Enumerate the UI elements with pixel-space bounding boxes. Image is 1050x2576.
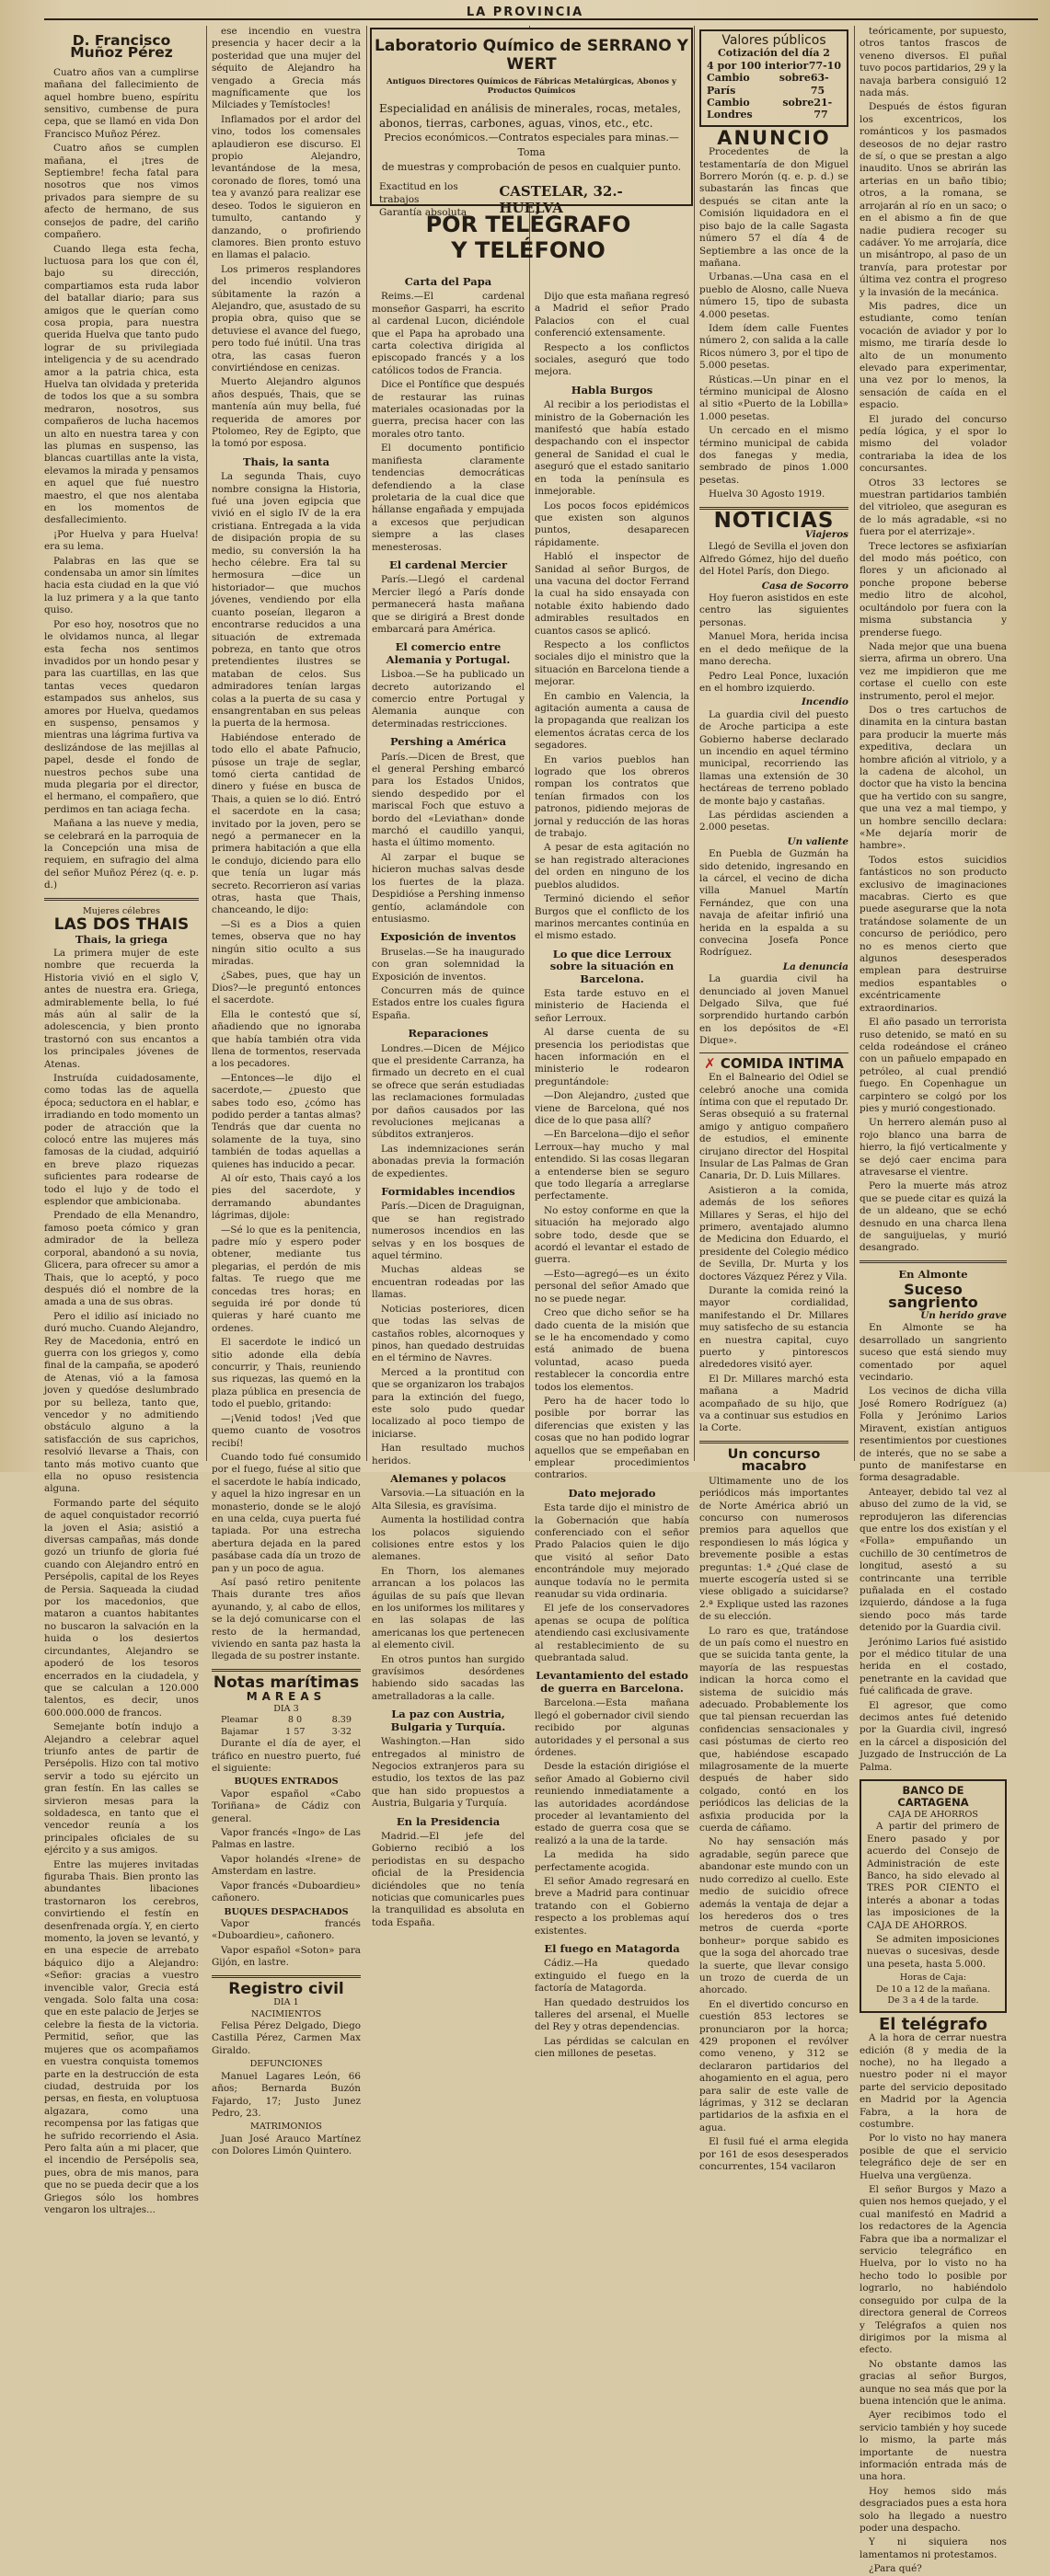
paragraph: El Dr. Millares marchó esta mañana a Madrid acompañado de su hijo, que va a continuar sus estudios en la Corte. xyxy=(699,1373,848,1434)
list-heading: BUQUES ENTRADOS xyxy=(234,1777,339,1788)
paragraph: Vapor español «Soton» para Gijón, en lastre. xyxy=(212,1944,361,1969)
news-subhead: Incendio xyxy=(801,696,848,708)
stock-values-box: Valores públicos Cotización del día 2 4 por 100 interior 77-10 Cambio sobre París 63-75 Cambio sobre Londres 21-77 xyxy=(699,29,848,127)
paragraph: Terminó diciendo el señor Burgos que el conflicto de los marinos mercantes continúa en el mismo estado. xyxy=(535,893,689,942)
paragraph: Mis padres, dice un estudiante, como tenían vocación de aviador y por lo mismo, me tiraría desde lo alto de un monumento elevado para experimentar, una vez por lo menos, la sensación de caída en el espacio. xyxy=(860,300,1007,411)
paragraph: Rústicas.—Un pinar en el término municipal de Alosno al sitio «Puerto de la Lobilla» 1.000 pesetas. xyxy=(699,374,848,422)
paragraph: Jerónimo Larios fué asistido por el médico titular de una herida en el costado, penetrante en la cavidad que fué calificada de grave. xyxy=(860,1636,1007,1697)
article-title: El telégrafo xyxy=(878,2014,988,2034)
paragraph: —Sé lo que es la penitencia, padre mío y espero poder obtener, mediante tus plegarias, el perdón de mis faltas. Te ruego que me concedas tres horas; en seguida iré por donde tú quieras y haré cuanto me ordenes. xyxy=(212,1224,361,1334)
paragraph: Los pocos focos epidémicos que existen son algunos puntos, desaparecen rápidamente. xyxy=(535,500,689,548)
paragraph: Pedro Leal Ponce, luxación en el hombro izquierdo. xyxy=(699,670,848,694)
paragraph: Felisa Pérez Delgado, Diego Castilla Pérez, Carmen Max Giraldo. xyxy=(212,2020,361,2056)
paragraph: —Esto—agregó—es un éxito personal del señor Amado que no se puede negar. xyxy=(535,1268,689,1305)
article-heading: Pershing a América xyxy=(389,735,507,749)
section-title: NOTICIAS xyxy=(713,508,835,533)
paragraph: Cuatro años se cumplen mañana, el ¡tres de Septiembre! fecha fatal para nosotros que nos vimos privados para siempre de su afecto de hermano, de sus consejos de padre, del cariño compañero. xyxy=(44,143,199,241)
paragraph: Dice el Pontífice que después de restaurar las ruinas materiales ocasionadas por la guerra, precisa hacer con las morales otro tanto. xyxy=(372,379,525,440)
paragraph: No estoy conforme en que la situación ha mejorado algo sobre todo, desde que se acordó el levantar el estado de guerra. xyxy=(535,1204,689,1266)
section-title: Notas marítimas xyxy=(213,1673,360,1692)
divider xyxy=(699,1052,848,1053)
paragraph: Vapor francés «Ingo» de Las Palmas en lastre. xyxy=(212,1827,361,1851)
paragraph: La guardia civil ha denunciado al joven Manuel Delgado Silva, que fué sorprendido hurtando carbón en los depósitos de «El Dique». xyxy=(699,973,848,1047)
paragraph: teóricamente, por supuesto, otros tantos frascos de veneno diversos. El puñal tuvo pocos partidarios, 29 y la navaja barbera consiguió 12 nada más. xyxy=(860,26,1007,99)
box-title: Valores públicos xyxy=(721,33,826,48)
paragraph: Cuando llega esta fecha, luctuosa para los que con él, bajo su dirección, compartiamos esta ruda labor del batallar diario; para sus amigos que le querían como cosa propia, para nuestra querida Huelva que tanto pudo lograr de su privilegiada inteligencia y de su acendrado amor a la patria chica, esta Huelva tan olvidada y preterida de todos los que a su sombra medraron, nosotros, sus compañeros de lucha hacemos un alto en nuestra tarea y con las plumas en suspenso, las blancas cuartillas ante la vista, elevamos la mirada y pensamos en aquel que fué nuestro maestro, el que nos alentaba en los momentos de desfallecimiento. xyxy=(44,243,199,526)
paragraph: Inflamados por el ardor del vino, todos los comensales aplaudieron ese discurso. El propio Alejandro, levantándose de la mesa, coronado de flores, tomó una tea y avanzó para realizar ese deseo. Todos le siguieron en tumulto, cantando y danzando, o profiriendo clamores. Bien pronto estuvo en llamas el palacio. xyxy=(212,113,361,261)
paragraph: A la hora de cerrar nuestra edición (8 y media de la noche), no ha llegado a nuestro poder ni el mayor parte del servicio depositado en Madrid por la Agencia Fabra, a la hora de costumbre. xyxy=(860,2032,1007,2130)
paragraph: Los vecinos de dicha villa José Romero Rodríguez (a) Folla y Jerónimo Larios Miravent, existían antiguos resentimientos por cuestiones de interés, que no se sabe a punto de manifestarse en forma desagradable. xyxy=(860,1386,1007,1484)
article-heading: Alemanes y polacos xyxy=(390,1471,506,1485)
tides-title: MAREAS xyxy=(246,1690,327,1704)
list-heading: MATRIMONIOS xyxy=(250,2122,322,2133)
paragraph: Ella le contestó que sí, añadiendo que no ignoraba que había también otra vida llena de tormentos, reservada a los pecadores. xyxy=(212,1008,361,1070)
paragraph: Un herrero alemán puso al rojo blanco una barra de hierro, la fijó verticalmente y se dejó caer encima para atravesarse el vientre. xyxy=(860,1117,1007,1178)
paragraph: Pero el idilio así iniciado no duró mucho. Cuando Alejandro, Rey de Macedonia, entró en guerra con los griegos y, como final de la campaña, se apoderó de Atenas, vió a la famosa joven y quedóse deslumbrado por su belleza, tanto que, vencedor y no admitiendo obstáculo alguno a la satisfacción de sus caprichos, resolvió llevarse a Thais, con tanto más motivo cuanto que ella no opuso resistencia alguna. xyxy=(44,1310,199,1495)
paragraph: Esta tarde estuvo en el ministerio de Hacienda el señor Lerroux. xyxy=(535,987,689,1024)
paragraph: Por eso hoy, nosotros que no le olvidamos nunca, al llegar esta fecha nos sentimos invadidos por un hondo pesar y para las cuartillas, en las que tantas veces quedaron estampados sus anhelos, sus amores por Huelva, quedamos en suspenso, pensamos y mientras una lágrima furtiva va deslizándose de las mejillas al papel, desde el fondo de nuestros pechos sube una muda plegaria por el director, el hermano, el compañero, que perdimos en tan aciaga fecha. xyxy=(44,618,199,815)
article-title: ✗ COMIDA INTIMA xyxy=(704,1054,844,1072)
paragraph: Manuel Mora, herida incisa en el dedo meñique de la mano derecha. xyxy=(699,631,848,668)
paragraph: Washington.—Han sido entregados al ministro de Negocios extranjeros para su estudio, los textos de las paz que han sido propuestos a Austria, Bulgaria y Turquía. xyxy=(372,1736,525,1810)
paragraph: Procedentes de la testamentaría de don Miguel Borrero Morón (q. e. p. d.) se subastarán las fincas que después se citan ante la Comisión liquidadora en el piso bajo de la calle Sagasta número 57 el día 4 de Septiembre a las once de la mañana. xyxy=(699,146,848,269)
paragraph: Respecto a los conflictos sociales dijo el ministro que la situación en Barcelona tiende a mejorar. xyxy=(535,638,689,688)
article-heading: Dato mejorado xyxy=(568,1486,656,1500)
article-heading: Exposición de inventos xyxy=(380,930,516,944)
paragraph: —En Barcelona—dijo el señor Lerroux—hay mucho y mal entendido. Si las cosas llegaran a entenderse bien se seguro que todo llegaría a arreglarse perfectamente. xyxy=(535,1129,689,1202)
paragraph: Ultimamente uno de los periódicos más importantes de Norte América abrió un concurso con numerosos premios para aquellos que respondiesen lo más lógica y brevemente posible a estas preguntas: 1.ª ¿Qué clase de muerte escogería usted si se viese obligado a suicidarse? 2.ª Explique usted las razones de su elección. xyxy=(699,1475,848,1623)
paragraph: Desde la estación dirigióse el señor Amado al Gobierno civil reuniendo inmediatamente a las autoridades acordándose proceder al levantamiento del estado de guerra cosa que se realizó a la una de la tarde. xyxy=(535,1761,689,1846)
paragraph: Todos estos suicidios fantásticos no son producto exclusivo de imaginaciones macabras. Cierto es que puede asegurarse que la nota tratándose solamente de un concurso de periódico, pero no es menos cierto que algunos desesperados emplean para destruirse medios espantables o excéntricamente extraordinarios. xyxy=(860,854,1007,1014)
paragraph: No obstante damos las gracias al señor Burgos, aunque no sea más que por la buena intención que le anima. xyxy=(860,2358,1007,2407)
paragraph: Al oír esto, Thais cayó a los pies del sacerdote, y derramando abundantes lágrimas, dijole: xyxy=(212,1172,361,1222)
article-heading: Carta del Papa xyxy=(404,275,492,288)
series-label: Mujeres célebres xyxy=(82,905,160,916)
paragraph: Ayer recibimos todo el servicio también y hoy sucede lo mismo, la parte más importante de nuestra información entrada más de una hora. xyxy=(860,2409,1007,2483)
paragraph: Durante el día de ayer, el tráfico en nuestro puerto, fué el siguiente: xyxy=(212,1738,361,1774)
value-row: Cambio sobre Londres 21-77 xyxy=(707,97,833,121)
registry-day: DIA 1 xyxy=(273,1997,299,2008)
paragraph: Al zarpar el buque se hicieron muchas salvas desde los fuertes de la plaza. Despidióse a Pershing inmenso gentío, aclamándole con entusiasmo. xyxy=(372,851,525,925)
paragraph: Bruselas.—Se ha inaugurado con gran solemnidad la Exposición de inventos. xyxy=(372,946,525,983)
paragraph: Lisboa.—Se ha publicado un decreto autorizando el comercio entre Portugal y Alemania aunque con determinadas restricciones. xyxy=(372,669,525,730)
divider xyxy=(860,1260,1007,1263)
paragraph: Vapor francés «Duboardieu» cañonero. xyxy=(212,1880,361,1904)
article-subtitle: Thais, la santa xyxy=(242,454,330,468)
paragraph: Cuatro años van a cumplirse mañana del fallecimiento de aquel hombre bueno, espíritu sensitivo, cumbense de pura cepa, que se llamó en vida Don Francisco Muñoz Pérez. xyxy=(44,66,199,140)
article-subtitle: Un herido grave xyxy=(920,1310,1007,1322)
tide-row: Bajamar 1 57 3·32 xyxy=(221,1726,352,1737)
paragraph: En cambio en Valencia, la agitación aumenta a causa de la propaganda que realizan los elementos ácratas cerca de los segadores. xyxy=(535,690,689,752)
paragraph: Noticias posteriores, dicen que todas las selvas de castaños robles, alcornoques y pinos, han quedado destruidas en el término de Navres. xyxy=(372,1303,525,1364)
paragraph: El fusil fué el arma elegida por 161 de esos desesperados concurrentes, 154 vacilaron xyxy=(699,2136,848,2173)
paragraph: Han resultado muchos heridos. xyxy=(372,1443,525,1466)
paragraph: Los primeros resplandores del incendio volvieron súbitamente la razón a Alejandro, que, asustado de su propia obra, quiso que se detuviese el avance del fuego, pero todo fué inútil. Una tras otra, las casas fueron convirtiéndose en cenizas. xyxy=(212,263,361,374)
column-divider xyxy=(206,26,207,1461)
paragraph: Muerto Alejandro algunos años después, Thais, que se mantenía aún muy bella, fué requerida de amores por Ptolomeo, Rey de Egipto, que la tomó por esposa. xyxy=(212,376,361,450)
paragraph: —Si es a Dios a quien temes, observa que no hay ningún sitio oculto a sus miradas. xyxy=(212,918,361,968)
value-row: 4 por 100 interior 77-10 xyxy=(707,59,841,72)
list-heading: DEFUNCIONES xyxy=(249,2059,323,2070)
column-divider xyxy=(366,26,367,1461)
list-heading: BUQUES DESPACHADOS xyxy=(224,1906,349,1917)
column-6 xyxy=(860,26,1007,2575)
paragraph: Un cercado en el mismo término municipal de cabida dos fanegas y media, sembrado de pinos 1.000 pesetas. xyxy=(699,425,848,486)
paragraph: París.—Dicen de Brest, que el general Pershing embarcó para los Estados Unidos, siendo despedido por el mariscal Foch que estuvo a bordo del «Leviathan» donde marchó el caudillo yanqui, hasta el último momento. xyxy=(372,751,525,849)
paragraph: En el divertido concurso en cuestión 853 lectores se pronunciaron por la horca; 429 proponen el revólver como veneno, y 312 se declararon partidarios del ahogamiento en el agua, pero para salir de este valle de lágrimas, y 312 se declaran partidarios de la asfixia en el agua. xyxy=(699,1998,848,2133)
paragraph: Al recibir a los periodistas el ministro de la Gobernación les manifestó que había estado despachando con el inspector general de Sanidad el cual le aseguró que el estado sanitario en toda la península es inmejorable. xyxy=(535,399,689,498)
article-title: LAS DOS THAIS xyxy=(53,915,190,935)
paragraph: Lo raro es que, tratándose de un país como el nuestro en que se suicida tanta gente, la mayoría de las respuestas indican la horca como el sistema de suicidio más adecuado. Probablemente los que tal piensan recuerdan las confidencias sensacionales y casi póstumas de cierto reo que, habiéndose escapado milagrosamente de la muerte después de haber sido colgado, contó en los periódicos las delicias de la asfixia producida por la cuerda de cáñamo. xyxy=(699,1625,848,1834)
paragraph: Varsovia.—La situación en la Alta Silesia, es gravísima. xyxy=(372,1488,525,1512)
paragraph: A partir del primero de Enero pasado y por acuerdo del Consejo de Administración de este Banco, ha sido elevado al TRES POR CIENTO el interés a abonar a todas las imposiciones de la CAJA DE AHORROS. xyxy=(867,1821,999,1931)
paragraph: El jurado del concurso pedía lógica, y el spor lo mismo del volador contrariaba la idea de los concursantes. xyxy=(860,413,1007,475)
paragraph: Manuel Lagares León, 66 años; Bernarda Buzón Fajardo, 17; Justo Junez Pedro, 23. xyxy=(212,2070,361,2119)
paragraph: —Don Alejandro, ¿usted que viene de Barcelona, qué nos dice de lo que pasa allí? xyxy=(535,1090,689,1126)
paragraph: En otros puntos han surgido gravísimos desórdenes habiendo sido sacadas las ametralladoras a la calle. xyxy=(372,1653,525,1702)
paragraph: ese incendio en vuestra presencia y hacer decir a la posteridad que una mujer del séquito de Alejandro ha vengado a Grecia más magníficamente que los Milciades y Temístocles! xyxy=(212,26,361,111)
paragraph: Las pérdidas ascienden a 2.000 pesetas. xyxy=(699,809,848,834)
article-heading: Formidables incendios xyxy=(381,1185,515,1199)
paragraph: En Almonte se ha desarrollado un sangriento suceso que está siendo muy comentado por aquel vecindario. xyxy=(860,1322,1007,1384)
column-divider xyxy=(694,26,695,1461)
paragraph: Vapor español «Cabo Toriñana» de Cádiz con general. xyxy=(212,1788,361,1824)
article-title: Suceso sangriento xyxy=(888,1281,978,1311)
paragraph: Al darse cuenta de su presencia los periodistas que hacen información en el ministerio le rodearon preguntándole: xyxy=(535,1027,689,1087)
article-heading: El fuego en Matagorda xyxy=(544,1942,680,1955)
paragraph: Mañana a las nueve y media, se celebrará en la parroquia de la Concepción una misa de requiem, en sufragio del alma del señor Muñoz Pérez (q. e. p. d.) xyxy=(44,818,199,891)
paragraph: Nada mejor que una buena sierra, afirma un obrero. Una vez me impidieron que me cortase el cuello con este instrumento, perol el mejor. xyxy=(860,640,1007,702)
paragraph: Y ni siquiera nos lamentamos ni protestamos. xyxy=(860,2536,1007,2560)
ad-title: BANCO DE CARTAGENA xyxy=(897,1784,969,1810)
paragraph: París.—Dicen de Draguignan, que se han registrado numerosos incendios en las selvas y en los bosques de aquel término. xyxy=(372,1201,525,1262)
ad-text: Especialidad en análisis de minerales, rocas, metales, abonos, tierras, carbones, aguas, vinos, etc., etc. Precios económicos.—Contratos especiales para minas.—Toma de muestras y comprobación de pesos en cualquier punto. xyxy=(379,102,682,173)
paragraph: En Puebla de Guzmán ha sido detenido, ingresando en la cárcel, el vecino de dicha villa Manuel Martín Fernández, que con una navaja de afeitar infirió una herida en la espalda a su convecina Josefa Ponce Rodríguez. xyxy=(699,848,848,959)
paragraph: Hoy fueron asistidos en este centro las siguientes personas. xyxy=(699,592,848,628)
bank-ad: BANCO DE CARTAGENA CAJA DE AHORROS A partir del primero de Enero pasado y por acuerdo del Consejo de Administración de este Banco, ha sido elevado al TRES POR CIENTO el interés a abonar a todas las imposiciones de la CAJA DE AHORROS. Se admiten imposiciones nuevas o sucesivas, desde una peseta, hasta 5.000. Horas de Caja: De 10 a 12 de la mañana. De 3 a 4 de la tarde. xyxy=(860,1779,1007,2013)
top-rule xyxy=(44,18,1038,20)
paragraph: Las pérdidas se calculan en cien millones de pesetas. xyxy=(535,2035,689,2060)
article-heading: En la Presidencia xyxy=(396,1814,501,1828)
paragraph: Después de éstos figuran los excentricos, los románticos y los pasmados deseosos de no dejar rastro de sí, o que se prestan a algo inaudito. Unos se abrirán las arterias en un baño tibio; otros, a la romana, se arrojarán al río en un saco; o en el abismo a fin de que nadie pudiera recoger su cadáver. Yo me arrojaría, dice un misántropo, al paso de un tranvía, para protestar por última vez contra el progreso y la invasión de la mecánica. xyxy=(860,101,1007,298)
paragraph: Reims.—El cardenal monseñor Gasparri, ha escrito al cardenal Lucon, diciéndole que el Papa ha aprobado una carta colectiva dirigida al episcopado francés y a los católicos todos de Francia. xyxy=(372,291,525,376)
paragraph: La medida ha sido perfectamente acogida. xyxy=(535,1849,689,1873)
paragraph: Dijo que esta mañana regresó a Madrid el señor Prado Palacios con el cual conferenció extensamente. xyxy=(535,291,689,339)
laboratory-ad xyxy=(370,28,693,218)
paragraph: Concurren más de quince Estados entre los cuales figura España. xyxy=(372,984,525,1021)
news-subhead: La denuncia xyxy=(782,960,848,972)
paragraph: Esta tarde dijo el ministro de la Gobernación que había conferenciado con el señor Prado Palacios quien le dijo que visitó al señor Dato encontrándole muy mejorado aunque todavía no le permita reanudar su vida ordinaria. xyxy=(535,1502,689,1601)
ad-address: CASTELAR, 32.-HUELVA xyxy=(499,183,623,216)
paragraph: Trece lectores se asfixiarían del modo más poético, con flores y un aficionado al ponche propone beberse medio litro de alcohol, ocultándolo por fuera con la misma substancia y prenderse fuego. xyxy=(860,540,1007,638)
paragraph: Se admiten imposiciones nuevas o sucesivas, desde una peseta, hasta 5.000. xyxy=(867,1934,999,1970)
paragraph: Vapor francés «Duboardieu», cañonero. xyxy=(212,1918,361,1942)
paragraph: Prendado de ella Menandro, famoso poeta cómico y gran admirador de la belleza corporal, abandonó a su novia, Glicera, para ofrecer su amor a Thais, que lo aceptó, y poco después dió el nombre de la amada a una de sus obras. xyxy=(44,1210,199,1308)
paragraph: Londres.—Dicen de Méjico que el presidente Carranza, ha firmado un decreto en el cual se ofrece que serán estudiadas las reclamaciones formuladas por daños causados por las revoluciones mejicanas a súbditos extranjeros. xyxy=(372,1042,525,1141)
paragraph: —Entonces—le dijo el sacerdote,— ¿puesto que sabes todo eso, ¿cómo has podido perder a tantas almas? Tendrás que dar cuenta no solamente de la tuya, sino también de todas aquellas a quienes has inducido a pecar. xyxy=(212,1072,361,1170)
paragraph: En Thorn, los alemanes arrancan a los polacos las águilas de su país que llevan en los uniformes los militares y en las solapas de las americanas los que pertenecen al elemento civil. xyxy=(372,1565,525,1651)
tide-row: Pleamar 8 0 8.39 xyxy=(221,1715,352,1726)
paragraph: Barcelona.—Esta mañana llegó el gobernador civil siendo recibido por algunas autoridades y el personal a sus órdenes. xyxy=(535,1697,689,1758)
paragraph: Formando parte del séquito de aquel conquistador recorrió la joven el Asia; asistió a diversas campañas, más donde gozó un triunfo de gloria fué cuando con Alejandro entró en Persépolis, capital de los Reyes de Persia. Saqueada la ciudad por los macedonios, que mataron a cuantos habitantes no buscaron la salvación en la huida o los desiertos circundantes, Alejandro se apoderó de los tesoros encerrados en la ciudadela, y que se calculan a 120.000 talentos, es decir, unos 600.000.000 de francos. xyxy=(44,1497,199,1719)
article-heading: El comercio entre Alemania y Portugal. xyxy=(386,640,511,666)
column-4 xyxy=(535,291,689,2060)
paragraph: Muchas aldeas se encuentran rodeadas por las llamas. xyxy=(372,1264,525,1301)
paragraph: Madrid.—El jefe del Gobierno recibió a los periodistas en su despacho oficial de la Presidencia diciéndoles que no tenía noticias que comunicarles pues la tranquilidad es absoluta en toda España. xyxy=(372,1830,525,1928)
paragraph: Entre las mujeres invitadas figuraba Thais. Bien pronto las abundantes libaciones trastornaron los cerebros, convirtiendo el festín en desenfrenada orgía. Y, en cierto momento, la joven se levantó, y en una especie de arrebato báquico dijo a Alejandro: «Señor: gracias a vuestro invencible valor, Grecia está vengada. Solo falta una cosa: que en este palacio de Jerjes se celebre la fiesta de la victoria. Permitid, señor, que las mujeres que os acompañamos en vuestra conquista tomemos parte en la destrucción de esta ciudad, destruida por los persas, en fiesta, en voluptuosa algazara, como una recompensa por las fatigas que he sufrido recorriendo el Asia. Pero falta aún a mi placer, que el incendio de Persépolis sea, pues, obra de mis manos, para que no se pueda decir que a los Griegos sólo los hombres vengaron los ultrajes... xyxy=(44,1858,199,2215)
article-heading: El cardenal Mercier xyxy=(388,558,508,571)
column-2 xyxy=(212,26,361,2157)
paragraph: Han quedado destruidos los talleres del arsenal, el Muelle del Rey y otras dependencias. xyxy=(535,1996,689,2033)
tides-day: DIA 3 xyxy=(273,1703,299,1714)
masthead: LA PROVINCIA xyxy=(466,6,584,19)
paragraph: Habló el inspector de Sanidad al señor Burgos, de una vacuna del doctor Ferrand la cual ha sido ensayada con notable éxito habiendo dado admirables resultados en cuantos casos se aplicó. xyxy=(535,551,689,637)
article-heading: Lo que dice Lerroux sobre la situación en Barcelona. xyxy=(549,947,675,985)
paragraph: —¡Venid todos! ¡Ved que quemo cuanto de vosotros recibí! xyxy=(212,1412,361,1449)
news-subhead: Casa de Socorro xyxy=(761,580,848,592)
ad-subtitle: Antiguos Directores Químicos de Fábricas Metalúrgicas, Abonos y Productos Químicos xyxy=(387,77,676,96)
ad-footer: Exactitud en los trabajos Garantía absoluta CASTELAR, 32.-HUELVA xyxy=(372,175,691,224)
paragraph: Otros 33 lectores se muestran partidarios también del vitrioleo, que aseguran es de lo más agradable, «si no fuera por el aterrizaje». xyxy=(860,477,1007,538)
paragraph: En el Balneario del Odiel se celebró anoche una comida íntima con que el reputado Dr. Seras obsequió a su fraternal amigo y antiguo compañero de estudios, el eminente cirujano director del Hospital Insular de Las Palmas de Gran Canaria, Dr. D. Luis Millares. xyxy=(699,1072,848,1182)
value-row: Cambio sobre París 63-75 xyxy=(707,72,829,97)
paragraph: Cuando todo fué consumido por el fuego, fuése al sitio que el sacerdote le había indicado, y aquel la hizo ingresar en un monasterio, donde se le alojó en una celda, cuya puerta fué tapiada. Por una estrecha abertura dejada en la pared pasábase cada día un trozo de pan y un poco de agua. xyxy=(212,1451,361,1574)
paragraph: Asistieron a la comida, además de los señores Millares y Seras, el hijo del primero, aventajado alumno de Medicina don Eduardo, el presidente del Colegio médico de Sevilla, Dr. Murta y los doctores Vázquez Pérez y Vila. xyxy=(699,1184,848,1282)
article-heading: Habla Burgos xyxy=(571,383,653,397)
divider xyxy=(44,898,199,901)
paragraph: El jefe de los conservadores apenas se ocupa de política atendiendo casi exclusivamente al restablecimiento de su quebrantada salud. xyxy=(535,1603,689,1664)
divider xyxy=(699,1441,848,1443)
divider xyxy=(212,1669,361,1672)
article-title: Un concurso macabro xyxy=(727,1446,821,1475)
paragraph: París.—Llegó el cardenal Mercier llegó a París donde permanecerá hasta mañana que se dirigirá a Brest donde embarcará para América. xyxy=(372,574,525,635)
ad-title: Laboratorio Químico de SERRANO Y WERT xyxy=(375,37,688,74)
obituary-title: D. Francisco Muñoz Pérez xyxy=(70,32,173,62)
article-heading: Levantamiento del estado de guerra en Barcelona. xyxy=(536,1669,688,1695)
paragraph: Llegó de Sevilla el joven don Alfredo Gómez, hijo del dueño del Hotel París, don Diego. xyxy=(699,541,848,578)
section-headline: POR TELÉGRAFO Y TELÉFONO xyxy=(425,212,631,263)
paragraph: Por lo visto no hay manera posible de que el servicio telegráfico deje de ser en Huelva una vergüenza. xyxy=(860,2133,1007,2181)
paragraph: Así pasó retiro penitente Thais durante tres años ayunando, y, al cabo de ellos, se la dejó comunicarse con el resto de la hermandad, viviendo en santa paz hasta la llegada de su postrer instante. xyxy=(212,1576,361,1662)
paragraph: Idem ídem calle Fuentes número 2, con salida a la calle Ricos número 3, por el tipo de 5.000 pesetas. xyxy=(699,322,848,372)
paragraph: Dos o tres cartuchos de dinamita en la cintura bastan para producir la muerte más expeditiva, declara un hombre afición al vitriolo, y a la cadena de alcohol, un doctor que ha visto la bencina que ha vertido con su sangre, que una vez a mal tiempo, y un hombre sencillo declara: «Me dejaría morir de hambre». xyxy=(860,704,1007,852)
paragraph: Semejante botín indujo a Alejandro a celebrar aquel triunfo antes de partir de Persépolis. Hizo con tal motivo servir a todo su ejército un gran festín. En las calles se sirvieron mesas para la soldadesca, en tanto que el vencedor reunía a los principales oficiales de su ejército y a sus amigos. xyxy=(44,1721,199,1857)
paragraph: ¡Por Huelva y para Huelva! era su lema. xyxy=(44,528,199,553)
paragraph: Habiéndose enterado de todo ello el abate Pafnucio, púsose un traje de seglar, tomó cierta cantidad de dinero y fuése en busca de Thais, a quien se lo dió. Entró el sacerdote en la casa; invitado por la joven, pero se negó a permanecer en la primera habitación a que ella le condujo, diciendo para ello que tenía un lugar más secreto. Recorrieron así varias otras, hasta que Thais, chanceando, le dijo: xyxy=(212,731,361,916)
paragraph: Anteayer, debido tal vez al abuso del zumo de la vid, se reprodujeron las diferencias que entre los dos existían y el «Folla» empuñando un cuchillo de 30 centímetros de longitud, asestó a su contrincante una terrible puñalada en el costado izquierdo, dándose a la fuga siendo poco más tarde detenido por la Guardia civil. xyxy=(860,1486,1007,1634)
paragraph: Merced a la prontitud con que se organizaron los trabajos para la extinción del fuego, este solo pudo quedar localizado al poco tiempo de iniciarse. xyxy=(372,1366,525,1440)
paragraph: Instruída cuidadosamente, como todas las de aquella época; seductora en el hablar, e irradiando en todo momento un poder de atracción que la colocó entre las mujeres más famosas de la ciudad, adquirió en breve plazo riquezas suficientes para rodearse de todo el lujo y de todo el esplendor que ambicionaba. xyxy=(44,1073,199,1208)
paragraph: Pero la muerte más atroz que se puede citar es quizá la de un aldeano, que se echó desnudo en una charca llena de sanguijuelas, y murió desangrado. xyxy=(860,1180,1007,1254)
paragraph: El documento pontificio manifiesta claramente tendencias democráticas defendiendo a la clase proletaria de la cual dice que hállanse engañada y empujada a excesos que perjudican siempre a las clases menesterosas. xyxy=(372,443,525,553)
paragraph: Juan José Arauco Martínez con Dolores Limón Quintero. xyxy=(212,2133,361,2157)
paragraph: No hay sensación más agradable, según parece que abandonar este mundo con un nudo corredizo al cuello. Este medio de suicidio ofrece además la ventaja de dejar a los herederos dos o tres metros de cuerda «porte bonheur» porque sabido es que la soga del ahorcado trae la suerte, que llevar consigo un trozo de cuerda de un ahorcado. xyxy=(699,1836,848,1996)
article-subtitle: Thais, la griega xyxy=(75,932,168,946)
paragraph: ¿Sabes, pues, que hay un Dios?—le preguntó entonces el sacerdote. xyxy=(212,970,361,1006)
article-heading: La paz con Austria, Bulgaria y Turquía. xyxy=(390,1708,506,1733)
paragraph: Vapor holandés «Irene» de Amsterdam en lastre. xyxy=(212,1853,361,1878)
paragraph: Pero ha de hacer todo lo posible por borrar las diferencias que existen y las cosas que no han podido lograr aquellos que se empeñaban en emplear procedimientos contrarios. xyxy=(535,1395,689,1481)
paragraph: Aumenta la hostilidad contra los polacos siguiendo colisiones entre estos y los alemanes. xyxy=(372,1514,525,1563)
column-divider xyxy=(854,26,855,1461)
paragraph: El señor Burgos y Mazo a quien nos hemos quejado, y el cual manifestó en Madrid a los redactores de la Agencia Fabra que iba a normalizar el servicio telegráfico en Huelva, por lo visto no ha hecho todo lo posible por lograrlo, no habiéndolo conseguido por culpa de la directora general de Correos y Telégrafos a quien nos dirigimos por la misma al efecto. xyxy=(860,2184,1007,2356)
paragraph: Urbanas.—Una casa en el pueblo de Alosno, calle Nueva número 15, tipo de subasta 4.000 pesetas. xyxy=(699,271,848,320)
list-heading: NACIMIENTOS xyxy=(250,2008,322,2019)
paragraph: Huelva 30 Agosto 1919. xyxy=(709,489,825,500)
paragraph: Hoy hemos sido más desgraciados pues a esta hora solo ha llegado a nuestro poder una despacho. xyxy=(860,2485,1007,2534)
red-cross-mark: ✗ xyxy=(704,1054,716,1072)
article-kicker: En Almonte xyxy=(898,1267,968,1281)
paragraph: Creo que dicho señor se ha dado cuenta de la misión que se le ha encomendado y como está animado de buena voluntad, acaso pueda restablecer la concordia entre todos los elementos. xyxy=(535,1307,689,1393)
paragraph: Respecto a los conflictos sociales, aseguró que todo mejora. xyxy=(535,341,689,378)
paragraph: El señor Amado regresará en breve a Madrid para continuar tratando con el Gobierno respecto a los problemas aquí existentes. xyxy=(535,1875,689,1937)
announcement-title: ANUNCIO xyxy=(717,126,831,149)
paragraph: La guardia civil del puesto de Aroche participa a este Gobierno haberse declarado un incendio en aquel término municipal, recorriendo las llamas una extensión de 30 hectáreas de terreno poblado de monte bajo y castañas. xyxy=(699,708,848,807)
paragraph: En varios pueblos han logrado que los obreros rompan los contratos que tenían firmados con los patronos, pidiendo mejoras de jornal y reducción de las horas de trabajo. xyxy=(535,753,689,840)
paragraph: ¿Para qué? xyxy=(869,2563,922,2575)
paragraph: El agresor, que como decimos antes fué detenido por la Guardia civil, ingresó en la cárcel a disposición del Juzgado de Instrucción de La Palma. xyxy=(860,1699,1007,1773)
paragraph: La segunda Thais, cuyo nombre consigna la Historia, fué una joven egipcia que vivió en el siglo IV de la era cristiana. Entregada a la vida de disipación propia de su medio, su conversión la ha hecho célebre. Era tal su hermosura —dice un historiador— que muchos jóvenes, vendiendo por ella cuanto poseían, llegaron a encontrarse reducidos a una situación de extremada pobreza, en tanto que otros pretendientes ilustres se mataban de celos. Sus admiradores tenían largas colas a la puerta de su casa y ensangrentaban en sus peleas la puerta de la hermosa. xyxy=(212,471,361,730)
news-subhead: Viajeros xyxy=(804,529,848,541)
paragraph: Cádiz.—Ha quedado extinguido el fuego en la factoría de Matagorda. xyxy=(535,1958,689,1995)
article-heading: Reparaciones xyxy=(408,1027,489,1041)
paragraph: La primera mujer de este nombre que recuerda la Historia vivió en el siglo V, antes de nuestra era. Griega, admirablemente bella, lo fué más aún al salir de la adolescencia, y bien pronto trastornó con sus encantos a los principales jóvenes de Atenas. xyxy=(44,947,199,1070)
paragraph: Durante la comida reinó la mayor cordialidad, manifestando el Dr. Millares muy satisfecho de su estancia en nuestra capital, cuyo puerto y pintorescos alrededores visitó ayer. xyxy=(699,1285,848,1371)
paragraph: Las indemnizaciones serán abonadas previa la formación de expedientes. xyxy=(372,1143,525,1179)
news-subhead: Un valiente xyxy=(787,835,848,847)
paragraph: El año pasado un terrorista ruso detenido, se mató en su celda rodeándose el cráneo con un pañuelo empapado en petróleo, al cual prendió fuego. En Copenhague un carpintero se colgó por los pies y murió congestionado. xyxy=(860,1017,1007,1114)
paragraph: A pesar de esta agitación no se han registrado alteraciones del orden en ninguno de los pueblos aludidos. xyxy=(535,842,689,891)
paragraph: Palabras en las que se condensaba un amor sin límites hacia esta ciudad en la que vió la luz primera y a la que tanto quiso. xyxy=(44,555,199,616)
divider xyxy=(212,1975,361,1978)
section-title: Registro civil xyxy=(228,1979,344,1998)
paragraph: El sacerdote le indicó un sitio adonde ella debía concurrir, y Thais, reuniendo sus riquezas, las quemó en la plaza pública en presencia de todo el pueblo, gritando: xyxy=(212,1337,361,1410)
column-5 xyxy=(699,26,848,2173)
column-1 xyxy=(44,26,199,2215)
